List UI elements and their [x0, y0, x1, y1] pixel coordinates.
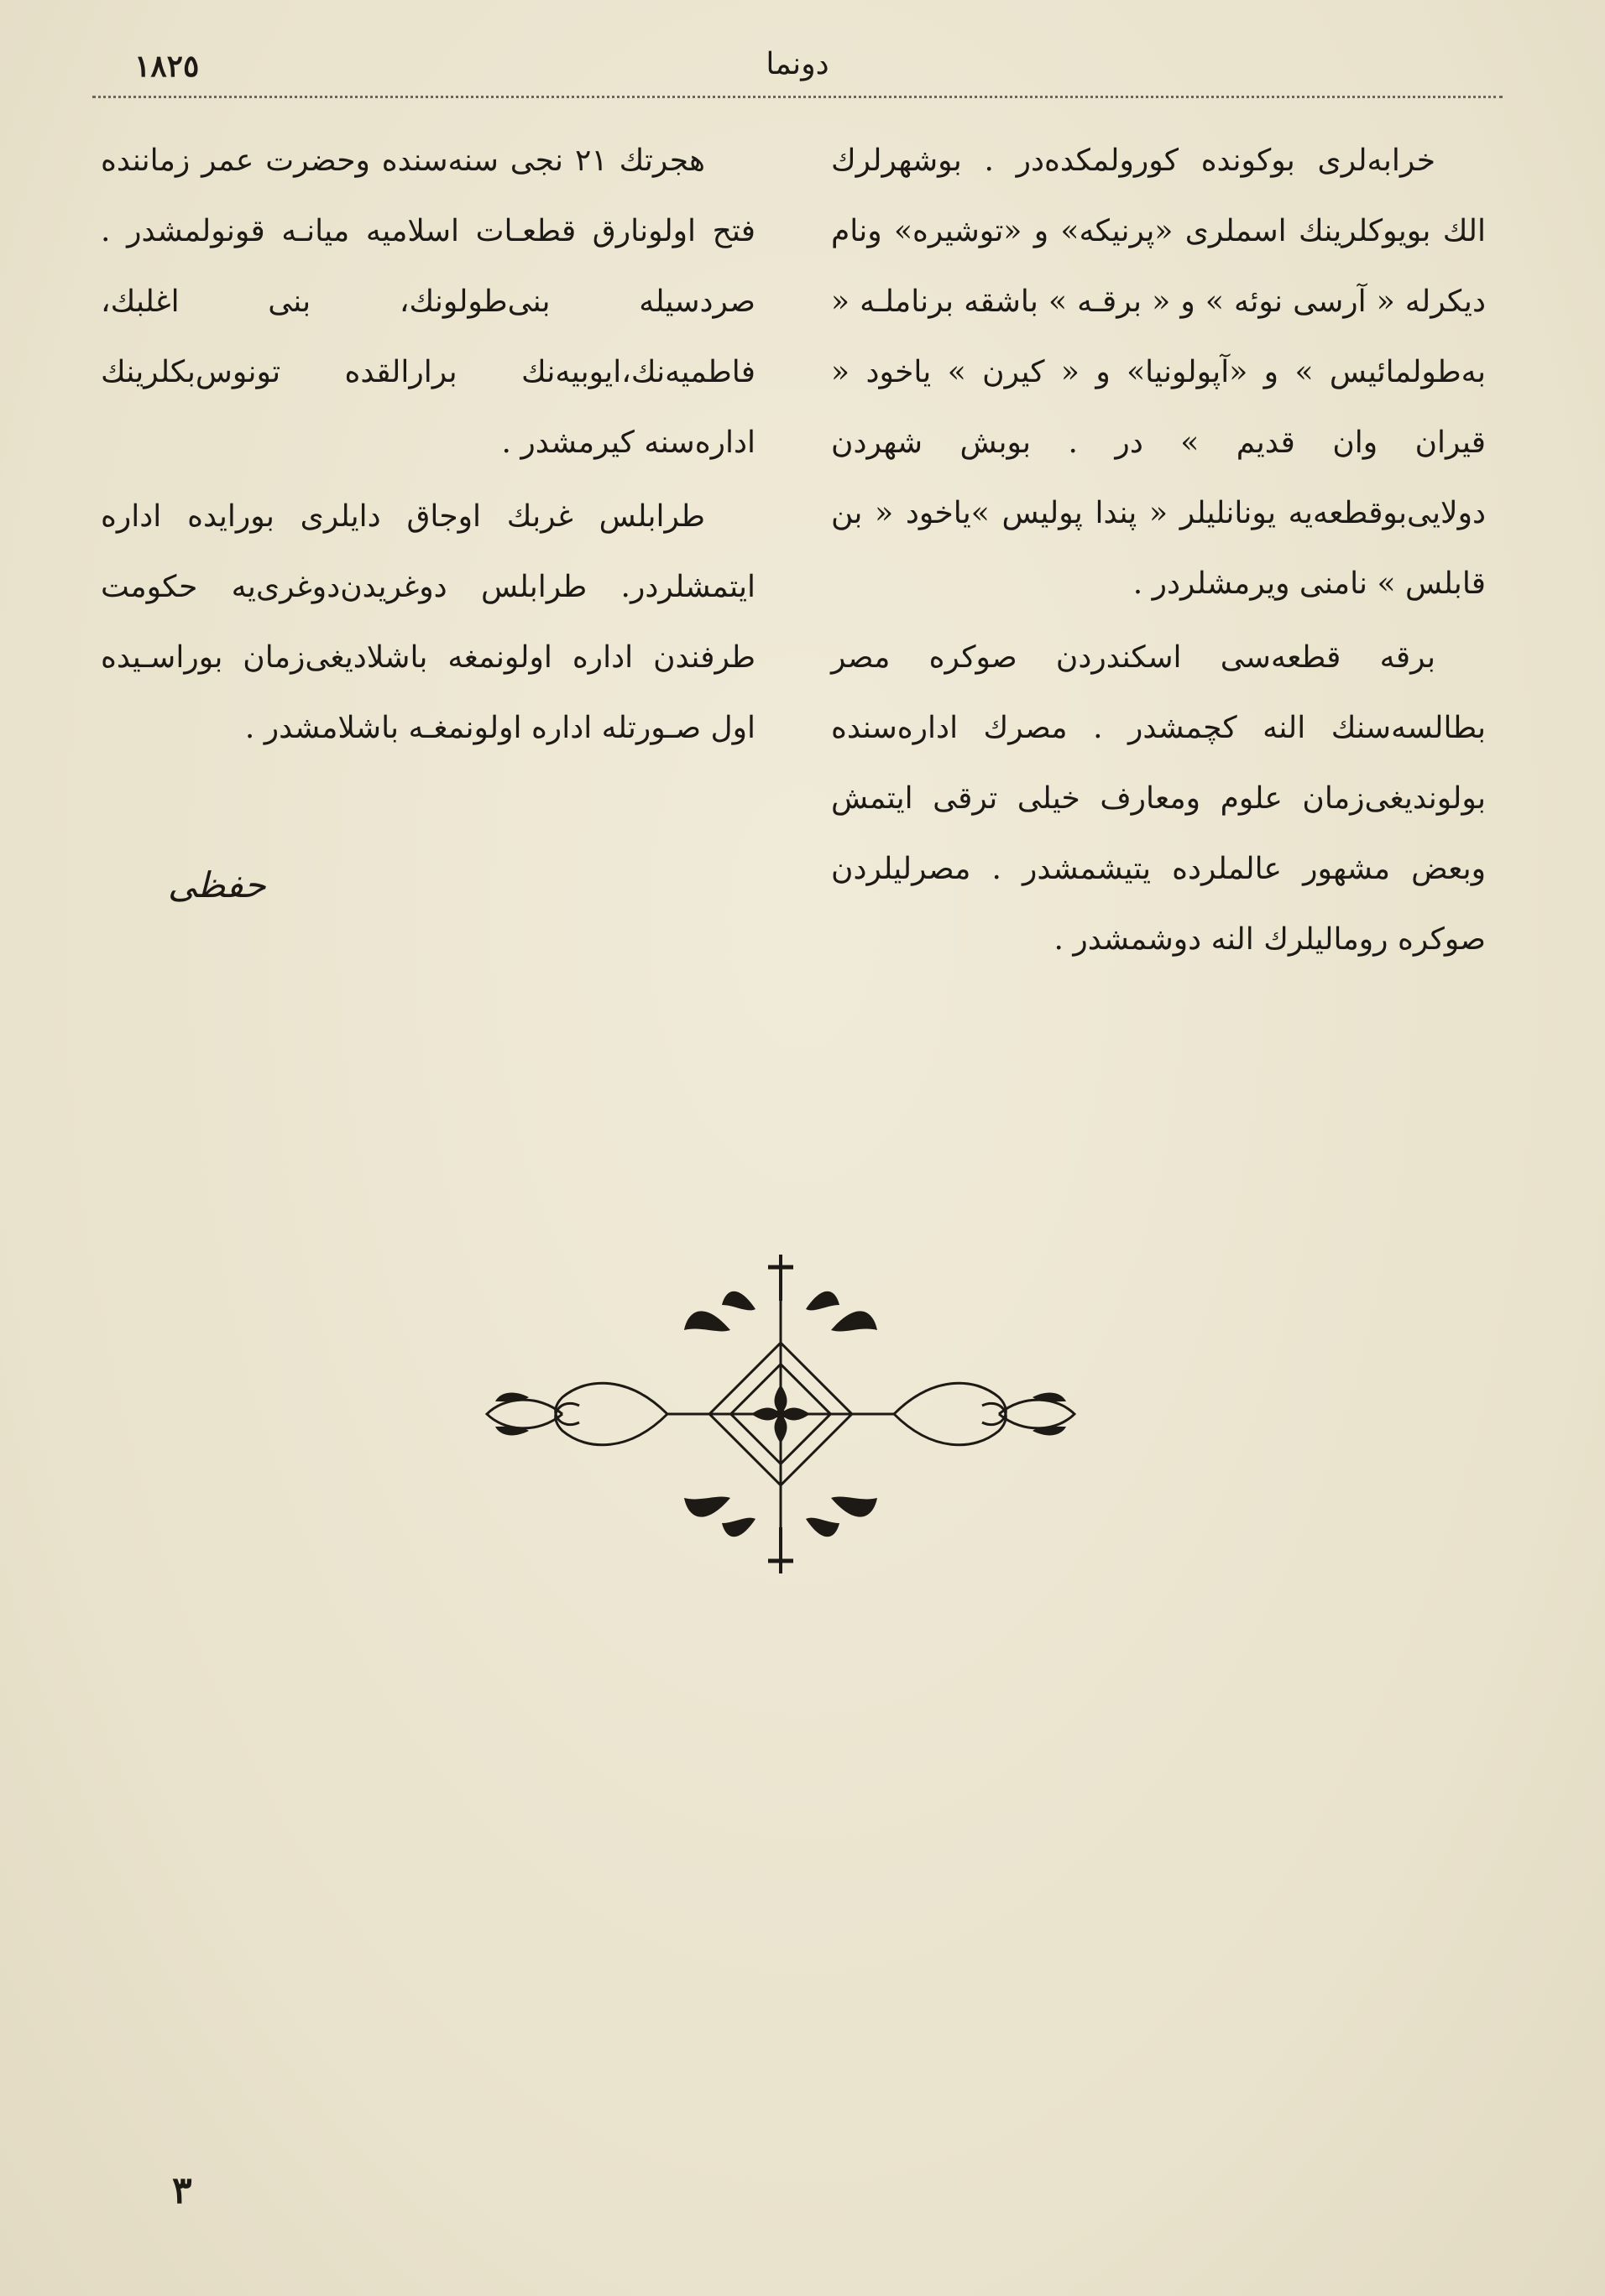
page-number-top: ١٨٢٥	[134, 49, 200, 84]
header-divider	[92, 96, 1503, 98]
paragraph: هجرتك ٢١ نجی سنه‌سنده وحضرت عمر زماننده فتح اولونارق قطعـات اسلاميه ميانـه قونولمشدر . صردسيله بنی‌طولونك، بنی اغلبك، فاطميه‌نك،ايوبيه‌نك برارالقده تونوس‌بكلرينك اداره‌سنه كيرمشدر .	[101, 144, 755, 460]
paragraph: برقه قطعه‌سی اسكندردن صوكره مصر بطالسه‌سنك النه كچمشدر . مصرك اداره‌سنده بولونديغی‌زمان علوم ومعارف خيلی ترقی ايتمش وبعض مشهور عالملرده يتيشمشدر . مصرليلردن صوكره روماليلرك النه دوشمشدر .	[831, 640, 1486, 957]
paragraph: طرابلس غربك اوجاق دايلری بورايده اداره ايتمشلردر. طرابلس دوغريدن‌دوغری‌يه حكومت طرفندن اداره اولونمغه باشلاديغی‌زمان بوراسـيده اول صـورتله اداره اولونمغـه باشلامشدر .	[101, 499, 755, 745]
page-number-bottom: ٣	[172, 2169, 192, 2212]
page-header	[92, 42, 1503, 92]
left-column	[101, 126, 755, 767]
paragraph: خرابه‌لری بوکونده کورولمکده‌در . بوشهرلرك الك بويوكلرينك اسملری «پرنيكه» و «توشيره» ونام ديكرله « آرسی نوئه » و « برقـه » باشقه برناملـه « به‌طولمائيس » و «آپولونيا» و « كيرن » ياخود « قيران وان قديم » در . بوبش شهردن دولايی‌بوقطعه‌يه يونانليلر « پندا پوليس »ياخود « بن قابلس » نامنی ويرمشلردر .	[831, 144, 1486, 601]
author-signature: حفظی	[168, 864, 266, 905]
right-column	[831, 126, 1486, 978]
decorative-ornament-icon	[478, 1250, 1083, 1578]
journal-title: دونما	[766, 47, 829, 81]
